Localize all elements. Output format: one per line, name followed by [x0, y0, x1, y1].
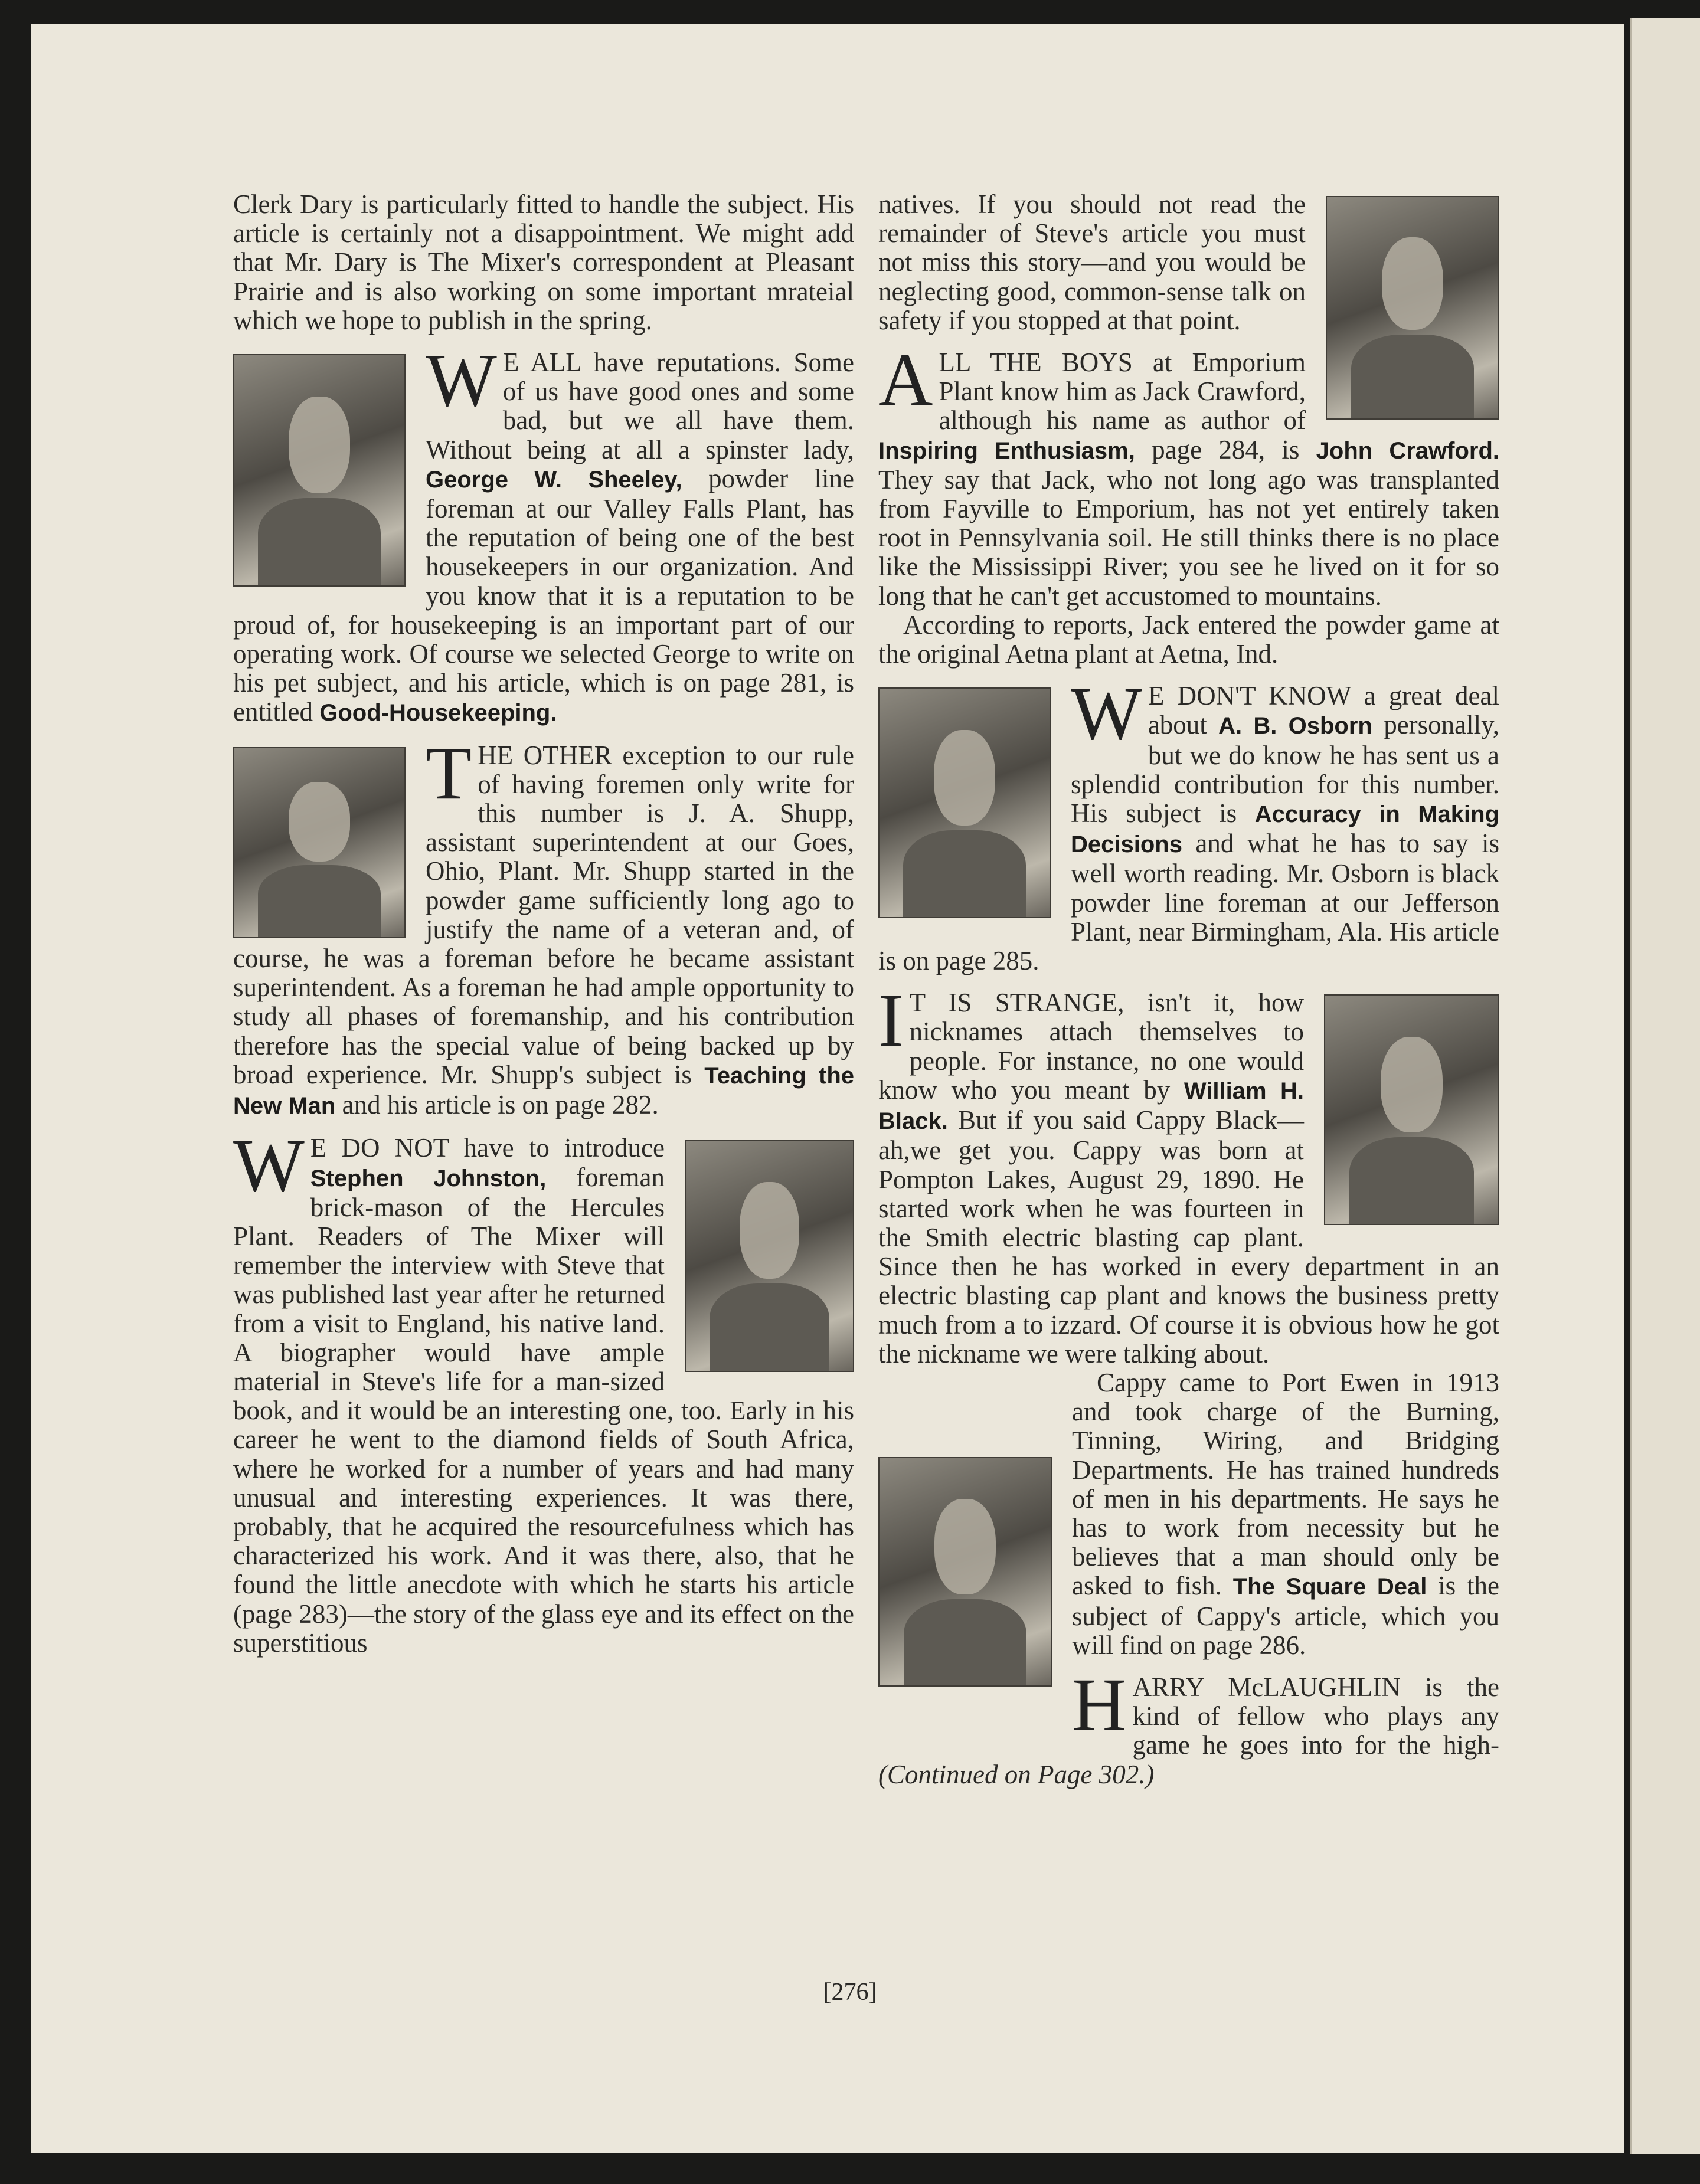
- bold-title: A. B. Osborn: [1218, 713, 1372, 739]
- bold-title: Good-Housekeeping.: [319, 700, 557, 726]
- portrait-head: [1381, 1037, 1443, 1133]
- body-text: natives. If you should not read the remainder of Steve's article you must not miss this story—and you would be neglecting good, common-sense talk on safety if you stopped at that point.: [878, 189, 1306, 335]
- page-number: [276]: [823, 1979, 877, 2006]
- left-column: [233, 190, 854, 1671]
- body-text: According to reports, Jack entered the powder game at the original Aetna plant at Aetna, Ind.: [878, 610, 1499, 669]
- paragraph: [233, 731, 855, 1121]
- bold-title: John Crawford.: [1316, 437, 1499, 464]
- body-text: ARRY McLAUGHLIN is the kind of fellow who plays any game he goes into for the high-: [1132, 1672, 1499, 1760]
- photo-george-sheeley: [233, 354, 406, 587]
- body-text: powder line foreman at our Valley Falls Plant, has the reputation of being one of the best housekeepers in our organization. And you know that it is a reputation to be proud of, for housekeeping is an important part of our operating work. Of course we selected George to write on his pet subject, and his article, which is on page 281, is entitled: [233, 463, 854, 727]
- bold-title: Accuracy in Making Decisions: [1071, 801, 1499, 858]
- body-text: is the subject of Cappy's article, which you will find on page 286.: [1072, 1571, 1499, 1660]
- body-text: page 284, is: [1135, 434, 1316, 464]
- drop-cap: H: [1072, 1662, 1127, 1747]
- portrait-body: [1351, 335, 1475, 419]
- portrait-body: [1349, 1137, 1474, 1224]
- body-text: E ALL have reputations. Some of us have good ones and some bad, but we all have them. Without being at all a spinster lady,: [426, 348, 854, 464]
- body-text: T IS STRANGE, isn't it, how nicknames attach themselves to people. For instance, no one would know who you meant by: [878, 988, 1304, 1105]
- drop-cap: T: [426, 731, 472, 815]
- photo-stephen-johnston: [685, 1140, 854, 1372]
- paragraph: [878, 978, 1499, 1368]
- body-text: and his article is on page 282.: [335, 1090, 659, 1120]
- portrait-head: [1382, 237, 1443, 330]
- drop-cap: I: [878, 978, 904, 1063]
- body-text: They say that Jack, who not long ago was transplanted from Fayville to Emporium, has not yet entirely taken root in Pennsylvania soil. He still thinks there is no place like the Mississippi River; you see he lived on it for so long that he can't get accustomed to mountains.: [878, 464, 1499, 611]
- body-text: foreman brick-mason of the Hercules Plant. Readers of The Mixer will remember the interview with Steve that was published last year after he returned from a visit to England, his native land. A biographer would have ample material in Steve's life for a man-sized book, and it would be an interesting one, too. Early in his career he went to the diamond fields of South Africa, where he worked for a number of years and had many unusual and interesting experiences. It was there, probably, that he acquired the resourcefulness which has characterized his work. And it was there, also, that he found the little anecdote with which he starts his article (page 283)—the story of the glass eye and its effect on the superstitious: [233, 1162, 854, 1658]
- photo-j-a-shupp: [233, 747, 406, 938]
- body-text: and what he has to say is well worth reading. Mr. Osborn is black powder line foreman at our Jefferson Plant, near Birmingham, Ala. His article is on page 285.: [878, 829, 1499, 976]
- bold-title: William H. Black.: [878, 1078, 1305, 1135]
- right-column: [878, 190, 1499, 1802]
- portrait-body: [904, 1599, 1027, 1685]
- portrait-body: [903, 830, 1025, 917]
- body-text: E DO NOT have to introduce: [310, 1133, 665, 1163]
- magazine-page: [31, 24, 1624, 2153]
- paragraph: [233, 1124, 854, 1658]
- portrait-body: [710, 1283, 830, 1371]
- portrait-head: [289, 782, 350, 861]
- paragraph: [233, 338, 854, 728]
- portrait-head: [740, 1182, 800, 1279]
- body-text: E DON'T KNOW a great deal about: [1148, 681, 1499, 740]
- paragraph: [878, 1368, 1499, 1660]
- bold-title: Inspiring Enthusiasm,: [878, 437, 1135, 464]
- paragraph: [878, 672, 1499, 976]
- body-text: personally, but we do know he has sent us a splendid contribution for this number. His subject is: [1071, 710, 1499, 829]
- photo-william-h-black: [1324, 994, 1499, 1225]
- bold-title: Stephen Johnston,: [310, 1165, 547, 1191]
- photo-harry-mclaughlin: [878, 1457, 1052, 1687]
- portrait-body: [258, 498, 380, 585]
- paragraph: [878, 611, 1499, 669]
- bold-title: Teaching the New Man: [233, 1062, 855, 1119]
- photo-jack-crawford: [1326, 196, 1499, 420]
- adjacent-page-edge: [1630, 18, 1700, 2154]
- portrait-head: [289, 397, 350, 493]
- photo-a-b-osborn: [878, 687, 1051, 918]
- body-text: Clerk Dary is particularly fitted to handle the subject. His article is certainly not a disappointment. We might add that Mr. Dary is The Mixer's correspondent at Pleasant Prairie and is also working on some important mrateial which we hope to publish in the spring.: [233, 189, 854, 335]
- drop-cap: W: [1071, 672, 1142, 756]
- portrait-body: [258, 865, 380, 937]
- drop-cap: A: [878, 338, 933, 423]
- bold-title: The Square Deal: [1232, 1574, 1427, 1600]
- portrait-head: [934, 1499, 996, 1594]
- continued-note: (Continued on Page 302.): [878, 1759, 1155, 1789]
- body-text: Cappy came to Port Ewen in 1913 and took charge of the Burning, Tinning, Wiring, and Bridging Departments. He has trained hundreds of men in his departments. He says he has to work from necessity but he believes that a man should only be asked to fish.: [1072, 1367, 1499, 1601]
- paragraph: [878, 1662, 1499, 1789]
- drop-cap: W: [233, 1124, 305, 1208]
- paragraph: [878, 190, 1499, 335]
- body-text: LL THE BOYS at Emporium Plant know him as Jack Crawford, although his name as author of: [939, 348, 1306, 436]
- body-text: HE OTHER exception to our rule of having foremen only write for this number is J. A. Shupp, assistant superintendent at our Goes, Ohio, Plant. Mr. Shupp started in the powder game sufficiently long ago to justify the name of a veteran and, of course, he was a foreman before he became assistant superintendent. As a foreman he had ample opportunity to study all phases of foremanship, and his contribution therefore has the special value of being backed up by broad experience. Mr. Shupp's subject is: [233, 740, 854, 1089]
- drop-cap: W: [426, 338, 497, 423]
- portrait-head: [934, 730, 995, 826]
- bold-title: George W. Sheeley,: [426, 466, 682, 493]
- body-text: But if you said Cappy Black—ah,we get you. Cappy was born at Pompton Lakes, August 29, 1890. He started work when he was fourteen in the Smith electric blasting cap plant. Since then he has worked in every department in an electric blasting cap plant and knows the business pretty much from a to izzard. Of course it is obvious how he got the nickname we were talking about.: [878, 1105, 1499, 1368]
- paragraph: [233, 190, 854, 335]
